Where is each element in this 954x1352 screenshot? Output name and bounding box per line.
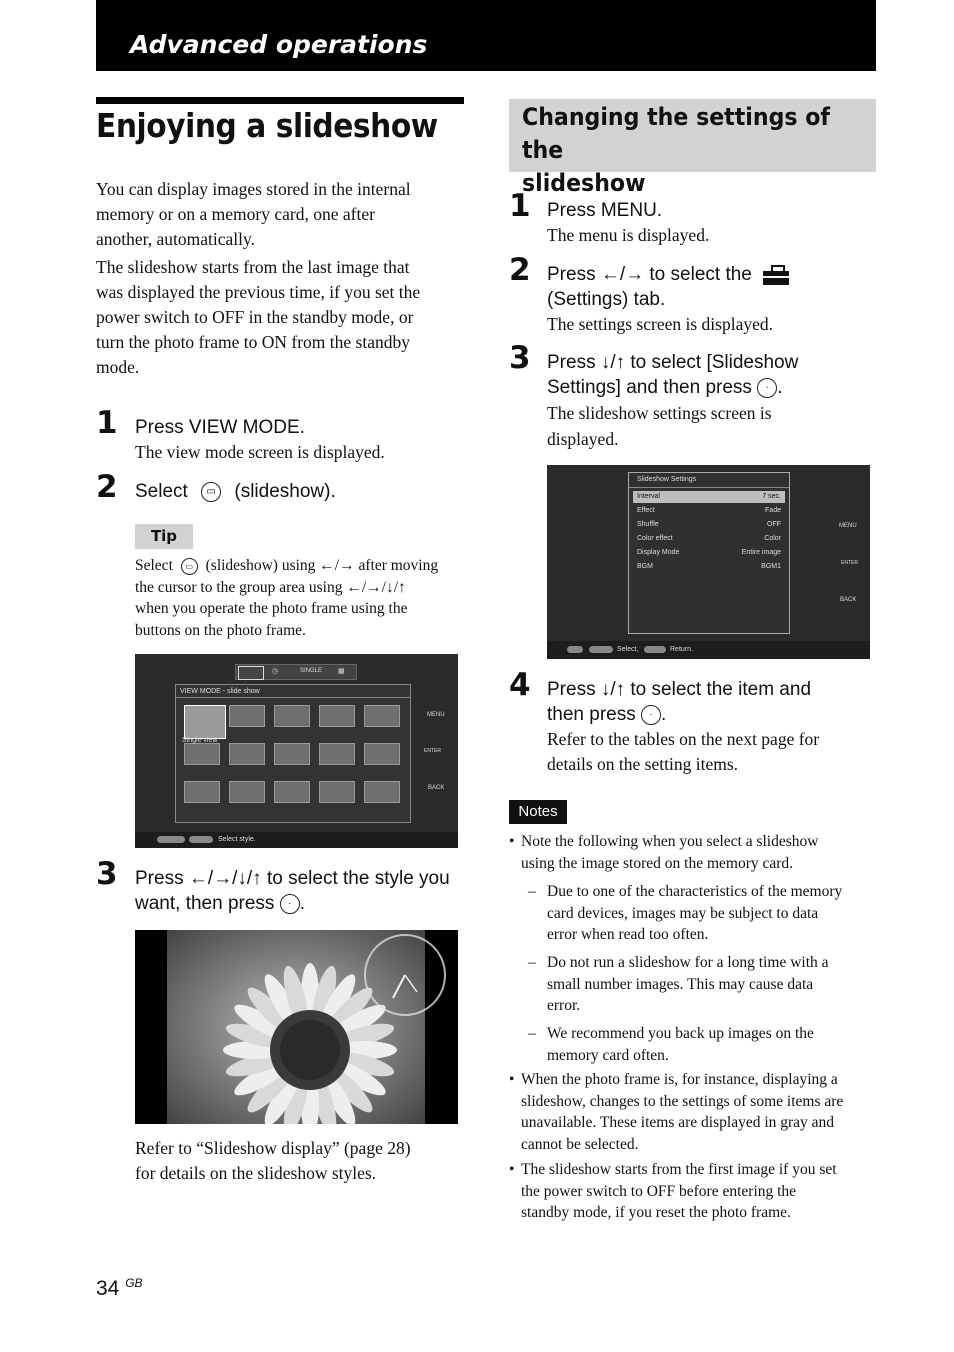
step-result bbox=[547, 727, 819, 777]
back-button-label: BACK bbox=[428, 785, 445, 791]
note-item bbox=[521, 831, 876, 874]
screen-footer bbox=[547, 641, 870, 659]
settings-toolbox-icon bbox=[763, 265, 789, 285]
dash: – bbox=[528, 1025, 536, 1042]
style-thumbnail[interactable] bbox=[184, 743, 220, 765]
setting-label: Shuffle bbox=[637, 521, 659, 528]
dash: – bbox=[528, 954, 536, 971]
text-line: The slideshow settings screen is bbox=[547, 403, 772, 423]
clock-tab-icon: ◷ bbox=[272, 668, 279, 675]
setting-value: Entire image bbox=[741, 549, 781, 556]
text-line: using the image stored on the memory card. bbox=[521, 854, 794, 872]
menu-button-label: MENU bbox=[427, 712, 445, 718]
title-rule bbox=[96, 97, 464, 104]
text-line: small number images. This may cause data bbox=[547, 975, 814, 993]
tab-bar bbox=[235, 664, 357, 680]
text-line: The slideshow starts from the first image if you set bbox=[521, 1161, 837, 1178]
text-line: another, automatically. bbox=[96, 229, 256, 249]
text-line: when you operate the photo frame using the bbox=[135, 600, 408, 617]
panel-divider bbox=[176, 697, 410, 698]
footer-select: Select, bbox=[617, 646, 639, 653]
style-thumbnail[interactable] bbox=[364, 781, 400, 803]
note-subitem bbox=[547, 881, 877, 946]
text-line: for details on the slideshow styles. bbox=[135, 1163, 377, 1183]
step-text: (slideshow). bbox=[234, 481, 336, 502]
screen-footer bbox=[135, 832, 458, 848]
settings-row[interactable] bbox=[633, 561, 785, 573]
settings-row[interactable] bbox=[633, 519, 785, 531]
menu-button-label: MENU bbox=[839, 523, 857, 529]
step-result: The view mode screen is displayed. bbox=[135, 442, 385, 462]
subsection-heading bbox=[522, 101, 835, 200]
sunflower-image bbox=[135, 930, 458, 1124]
bullet: • bbox=[509, 833, 515, 850]
note-item bbox=[521, 1069, 881, 1155]
text-line: the power switch to OFF before entering the bbox=[521, 1182, 797, 1200]
step-number: 2 bbox=[509, 252, 531, 288]
view-mode-screenshot bbox=[135, 654, 458, 848]
step-result: The settings screen is displayed. bbox=[547, 314, 773, 334]
style-thumbnail[interactable] bbox=[364, 743, 400, 765]
text-line: Note the following when you select a slideshow bbox=[521, 833, 819, 850]
text-fragment: Settings] and then press bbox=[547, 377, 752, 398]
step-number: 2 bbox=[96, 469, 118, 505]
text-line: want, then press · . bbox=[135, 893, 305, 914]
enter-button-label: ENTER bbox=[841, 560, 858, 566]
enter-icon: · bbox=[280, 894, 300, 914]
text-line bbox=[547, 262, 867, 287]
text-line: error. bbox=[547, 997, 581, 1014]
enter-icon: · bbox=[757, 378, 777, 398]
settings-row[interactable] bbox=[633, 547, 785, 559]
setting-label: Interval bbox=[637, 493, 660, 500]
page-number-value: 34 bbox=[96, 1277, 120, 1300]
settings-title: Slideshow Settings bbox=[637, 476, 697, 483]
text-line: Press ↓/↑ to select the item and bbox=[547, 679, 812, 700]
step-number: 4 bbox=[509, 667, 531, 703]
style-thumbnail[interactable] bbox=[319, 743, 355, 765]
notes-badge: Notes bbox=[509, 800, 567, 824]
outro-paragraph bbox=[135, 1136, 465, 1186]
step-instruction bbox=[547, 677, 867, 727]
step-result bbox=[547, 400, 772, 452]
settings-row[interactable] bbox=[633, 505, 785, 517]
text-line: You can display images stored in the internal bbox=[96, 179, 411, 199]
heading-line: Changing the settings of the bbox=[522, 103, 830, 164]
slideshow-tab-icon bbox=[238, 666, 264, 680]
style-thumbnail[interactable] bbox=[184, 705, 226, 739]
step-number: 1 bbox=[96, 405, 118, 441]
step-number: 1 bbox=[509, 188, 531, 224]
setting-label: BGM bbox=[637, 563, 653, 570]
enter-icon: · bbox=[641, 705, 661, 725]
back-key-icon bbox=[644, 646, 666, 653]
text-line: error when read too often. bbox=[547, 926, 709, 943]
settings-panel bbox=[628, 472, 790, 634]
style-thumbnail[interactable] bbox=[229, 705, 265, 727]
step-result: The menu is displayed. bbox=[547, 225, 710, 245]
style-thumbnail[interactable] bbox=[274, 743, 310, 765]
text-line: Refer to “Slideshow display” (page 28) bbox=[135, 1138, 411, 1158]
arrow-keys-icon bbox=[157, 836, 185, 843]
style-thumbnail[interactable] bbox=[229, 743, 265, 765]
text-line: power switch to OFF in the standby mode, or bbox=[96, 307, 414, 327]
text-line: unavailable. These items are displayed in gray and bbox=[521, 1114, 835, 1131]
text-line: turn the photo frame to ON from the standby bbox=[96, 332, 410, 352]
heading-line: slideshow bbox=[522, 169, 646, 197]
text-line: mode. bbox=[96, 357, 140, 377]
tip-text bbox=[135, 555, 465, 641]
setting-label: Color effect bbox=[637, 535, 673, 542]
step-instruction bbox=[135, 479, 336, 504]
text-line: Press ↓/↑ to select [Slideshow bbox=[547, 352, 799, 373]
slideshow-photo bbox=[135, 930, 458, 1124]
style-thumbnail[interactable] bbox=[274, 781, 310, 803]
step-number: 3 bbox=[509, 340, 531, 376]
text-line: standby mode, if you reset the photo frame. bbox=[521, 1204, 791, 1221]
text-fragment: then press bbox=[547, 704, 636, 725]
text-line: buttons on the photo frame. bbox=[135, 621, 306, 639]
text-line: was displayed the previous time, if you set the bbox=[96, 282, 421, 302]
slideshow-icon: ▭ bbox=[181, 558, 198, 575]
style-thumbnail[interactable] bbox=[184, 781, 220, 803]
back-button-label: BACK bbox=[840, 597, 857, 603]
step-instruction: Press MENU. bbox=[547, 200, 663, 221]
footer-return: Return. bbox=[670, 646, 693, 653]
note-item bbox=[521, 1159, 881, 1224]
text-line: The slideshow starts from the last image that bbox=[96, 257, 410, 277]
section-title: Advanced operations bbox=[130, 30, 428, 59]
text-line: details on the setting items. bbox=[547, 754, 739, 774]
text-line: Settings] and then press · . bbox=[547, 377, 783, 398]
setting-value: Fade bbox=[765, 507, 781, 514]
style-thumbnail[interactable] bbox=[319, 781, 355, 803]
intro-paragraph-1 bbox=[96, 177, 466, 252]
setting-label: Display Mode bbox=[637, 549, 680, 556]
arrow-keys-icon bbox=[567, 646, 583, 653]
text-line: then press · . bbox=[547, 704, 667, 725]
text-line: card devices, images may be subject to data bbox=[547, 904, 819, 922]
setting-value: Color bbox=[764, 535, 781, 542]
text-line: the cursor to the group area using ←/→/↓/↑ bbox=[135, 578, 406, 596]
text-line: Do not run a slideshow for a long time with a bbox=[547, 954, 829, 971]
bullet: • bbox=[509, 1161, 515, 1178]
text-line: cannot be selected. bbox=[521, 1135, 639, 1153]
dash: – bbox=[528, 883, 536, 900]
enter-key-icon bbox=[589, 646, 613, 653]
intro-paragraph-2 bbox=[96, 255, 466, 380]
step-number: 3 bbox=[96, 856, 118, 892]
note-subitem bbox=[547, 952, 877, 1017]
step-text: Select bbox=[135, 481, 188, 502]
tab-single: SINGLE bbox=[300, 668, 323, 674]
single-view-label: Single view bbox=[182, 737, 218, 744]
step-instruction bbox=[135, 866, 465, 916]
style-thumbnail[interactable] bbox=[319, 705, 355, 727]
setting-value: 7 sec. bbox=[762, 493, 781, 500]
text-line: (Settings) tab. bbox=[547, 289, 666, 310]
settings-row[interactable] bbox=[633, 533, 785, 545]
style-thumbnail[interactable] bbox=[229, 781, 265, 803]
panel-divider bbox=[629, 487, 789, 488]
page-number bbox=[96, 1276, 143, 1301]
enter-button-label: ENTER bbox=[424, 748, 441, 754]
region-code: GB bbox=[125, 1276, 143, 1290]
tip-badge: Tip bbox=[135, 524, 193, 549]
step-instruction bbox=[547, 262, 867, 312]
note-subitem bbox=[547, 1023, 877, 1066]
setting-value: OFF bbox=[767, 521, 781, 528]
footer-hint: Select style. bbox=[218, 836, 256, 843]
text-line: memory card often. bbox=[547, 1046, 669, 1064]
style-thumbnail[interactable] bbox=[274, 705, 310, 727]
page-title: Enjoying a slideshow bbox=[96, 106, 438, 145]
enter-key-icon bbox=[189, 836, 213, 843]
slideshow-icon: ▭ bbox=[201, 482, 221, 502]
settings-screenshot bbox=[547, 465, 870, 659]
text-fragment: Press ←/→ to select the bbox=[547, 264, 752, 285]
settings-row[interactable] bbox=[633, 491, 785, 503]
text-fragment: want, then press bbox=[135, 893, 275, 914]
text-line: We recommend you back up images on the bbox=[547, 1025, 814, 1042]
text-line: memory or on a memory card, one after bbox=[96, 204, 375, 224]
style-thumbnail[interactable] bbox=[364, 705, 400, 727]
step-instruction bbox=[547, 350, 867, 400]
style-panel bbox=[175, 684, 411, 823]
panel-header: VIEW MODE - slide show bbox=[180, 688, 260, 695]
bullet: • bbox=[509, 1071, 515, 1088]
text-fragment: (slideshow) using ←/→ after moving bbox=[205, 557, 439, 574]
step-instruction: Press VIEW MODE. bbox=[135, 417, 305, 438]
setting-value: BGM1 bbox=[761, 563, 781, 570]
text-line: Press ←/→/↓/↑ to select the style you bbox=[135, 868, 450, 889]
text-line: slideshow, changes to the settings of some items are bbox=[521, 1092, 844, 1110]
text-line: When the photo frame is, for instance, displaying a bbox=[521, 1071, 838, 1088]
text-fragment: Select bbox=[135, 557, 173, 574]
text-line: Due to one of the characteristics of the memory bbox=[547, 883, 843, 900]
text-line: displayed. bbox=[547, 429, 619, 449]
text-line: Refer to the tables on the next page for bbox=[547, 729, 820, 749]
text-line bbox=[135, 555, 465, 577]
grid-tab-icon: ▦ bbox=[338, 668, 345, 675]
setting-label: Effect bbox=[637, 507, 655, 514]
